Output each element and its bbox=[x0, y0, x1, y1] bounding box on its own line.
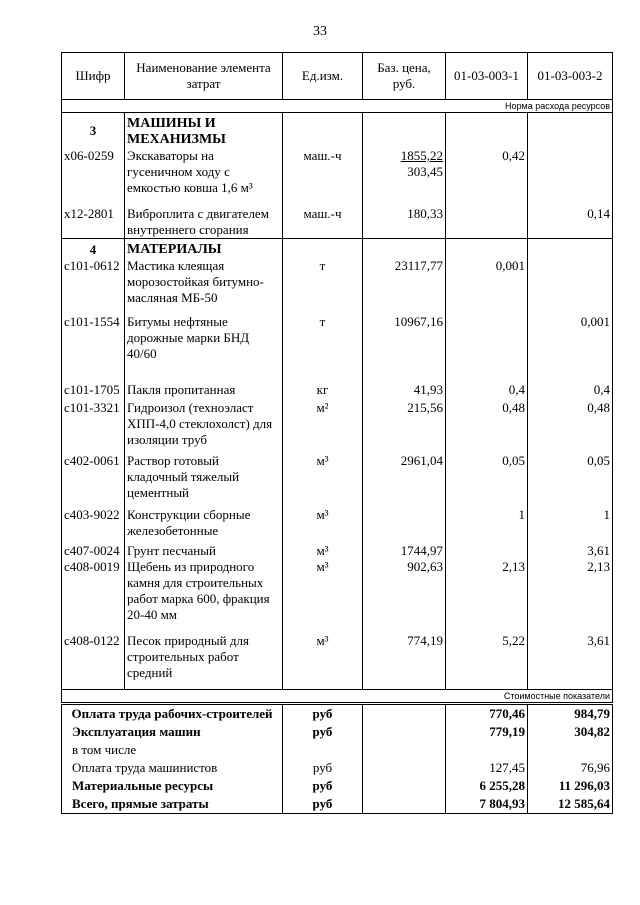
total-v2: 76,96 bbox=[528, 759, 613, 777]
row-price: 41,93 bbox=[363, 382, 446, 398]
table-row bbox=[62, 507, 613, 543]
row-name: Щебень из природного камня для строительных работ марка 600, фракция 20-40 мм bbox=[125, 559, 283, 633]
section-materials bbox=[62, 239, 613, 259]
table-row bbox=[62, 382, 613, 398]
row-unit: м³ bbox=[283, 543, 363, 559]
total-unit: руб bbox=[283, 704, 363, 724]
row-code: с101-3321 bbox=[62, 398, 125, 453]
row-code: с101-1705 bbox=[62, 382, 125, 398]
row-v1 bbox=[446, 196, 528, 239]
header-name: Наименование элемента затрат bbox=[125, 53, 283, 100]
table-row bbox=[62, 148, 613, 196]
row-price: 902,63 bbox=[363, 559, 446, 633]
page-number: 33 bbox=[313, 24, 327, 39]
row-name: Битумы нефтяные дорожные марки БНД 40/60 bbox=[125, 306, 283, 382]
row-v2: 0,14 bbox=[528, 196, 613, 239]
row-unit: м³ bbox=[283, 453, 363, 507]
row-name: Мастика клеящая морозостойкая битумно-масляная МБ-50 bbox=[125, 258, 283, 306]
row-v2 bbox=[528, 258, 613, 306]
row-name: Раствор готовый кладочный тяжелый цементный bbox=[125, 453, 283, 507]
total-v1: 770,46 bbox=[446, 704, 528, 724]
row-name: Пакля пропитанная bbox=[125, 382, 283, 398]
total-row bbox=[62, 741, 613, 759]
total-label: Оплата труда машинистов bbox=[62, 759, 283, 777]
total-v2: 304,82 bbox=[528, 723, 613, 741]
total-label: Эксплуатация машин bbox=[62, 723, 283, 741]
row-code: с101-1554 bbox=[62, 306, 125, 382]
row-code: х12-2801 bbox=[62, 196, 125, 239]
row-code: х06-0259 bbox=[62, 148, 125, 196]
row-name: Экскаваторы на гусеничном ходу с емкостью ковша 1,6 м³ bbox=[125, 148, 283, 196]
row-v2: 0,05 bbox=[528, 453, 613, 507]
row-v2: 0,4 bbox=[528, 382, 613, 398]
table-row bbox=[62, 559, 613, 633]
row-unit: маш.-ч bbox=[283, 196, 363, 239]
total-v1: 7 804,93 bbox=[446, 795, 528, 814]
row-code: с402-0061 bbox=[62, 453, 125, 507]
row-v2: 0,001 bbox=[528, 306, 613, 382]
table-row bbox=[62, 543, 613, 559]
row-price: 1855,22 303,45 bbox=[363, 148, 446, 196]
total-row bbox=[62, 704, 613, 724]
total-row bbox=[62, 777, 613, 795]
band-resources: Норма расхода ресурсов bbox=[62, 100, 613, 113]
header-col1: 01-03-003-1 bbox=[446, 53, 528, 100]
total-label: Материальные ресурсы bbox=[62, 777, 283, 795]
total-label: Всего, прямые затраты bbox=[62, 795, 283, 814]
row-price: 2961,04 bbox=[363, 453, 446, 507]
section-title: МАШИНЫ И МЕХАНИЗМЫ bbox=[125, 113, 283, 149]
total-v1: 127,45 bbox=[446, 759, 528, 777]
total-unit: руб bbox=[283, 777, 363, 795]
header-code: Шифр bbox=[62, 53, 125, 100]
row-code: с403-9022 bbox=[62, 507, 125, 543]
row-price: 774,19 bbox=[363, 633, 446, 690]
row-code: с407-0024 bbox=[62, 543, 125, 559]
table-row bbox=[62, 633, 613, 690]
row-code: с408-0122 bbox=[62, 633, 125, 690]
total-unit: руб bbox=[283, 759, 363, 777]
section-number: 3 bbox=[62, 113, 125, 149]
row-unit: маш.-ч bbox=[283, 148, 363, 196]
row-v2: 3,61 bbox=[528, 633, 613, 690]
row-name: Гидроизол (техноэласт ХПП-4,0 стеклохолст) для изоляции труб bbox=[125, 398, 283, 453]
row-v2: 3,61 bbox=[528, 543, 613, 559]
row-price: 23117,77 bbox=[363, 258, 446, 306]
row-v1: 5,22 bbox=[446, 633, 528, 690]
row-v1: 2,13 bbox=[446, 559, 528, 633]
total-unit: руб bbox=[283, 795, 363, 814]
row-price: 10967,16 bbox=[363, 306, 446, 382]
row-code: с101-0612 bbox=[62, 258, 125, 306]
row-unit: м³ bbox=[283, 507, 363, 543]
resource-table bbox=[61, 52, 613, 814]
row-name: Конструкции сборные железобетонные bbox=[125, 507, 283, 543]
row-unit: м³ bbox=[283, 559, 363, 633]
total-row bbox=[62, 723, 613, 741]
row-code: с408-0019 bbox=[62, 559, 125, 633]
row-name: Грунт песчаный bbox=[125, 543, 283, 559]
total-v2: 12 585,64 bbox=[528, 795, 613, 814]
band-costs: Стоимостные показатели bbox=[62, 690, 613, 704]
row-unit: т bbox=[283, 258, 363, 306]
row-v2: 2,13 bbox=[528, 559, 613, 633]
table-row bbox=[62, 453, 613, 507]
row-v1: 0,4 bbox=[446, 382, 528, 398]
row-v1 bbox=[446, 306, 528, 382]
row-v1: 0,48 bbox=[446, 398, 528, 453]
row-v2 bbox=[528, 148, 613, 196]
row-v1: 0,05 bbox=[446, 453, 528, 507]
row-v2: 0,48 bbox=[528, 398, 613, 453]
section-title: МАТЕРИАЛЫ bbox=[125, 239, 283, 259]
row-v1: 0,42 bbox=[446, 148, 528, 196]
total-label: в том числе bbox=[62, 741, 283, 759]
header-price: Баз. цена, руб. bbox=[363, 53, 446, 100]
section-machines bbox=[62, 113, 613, 149]
total-unit: руб bbox=[283, 723, 363, 741]
row-name: Песок природный для строительных работ средний bbox=[125, 633, 283, 690]
header-col2: 01-03-003-2 bbox=[528, 53, 613, 100]
row-v2: 1 bbox=[528, 507, 613, 543]
row-unit: т bbox=[283, 306, 363, 382]
row-price: 215,56 bbox=[363, 398, 446, 453]
row-price: 180,33 bbox=[363, 196, 446, 239]
row-price: 1744,97 bbox=[363, 543, 446, 559]
row-v1: 1 bbox=[446, 507, 528, 543]
total-row bbox=[62, 759, 613, 777]
section-number: 4 bbox=[62, 239, 125, 259]
row-name: Виброплита с двигателем внутреннего сгорания bbox=[125, 196, 283, 239]
table-row bbox=[62, 398, 613, 453]
total-v2: 984,79 bbox=[528, 704, 613, 724]
total-v2: 11 296,03 bbox=[528, 777, 613, 795]
table-row bbox=[62, 196, 613, 239]
total-row bbox=[62, 795, 613, 814]
header-unit: Ед.изм. bbox=[283, 53, 363, 100]
header-row bbox=[62, 53, 613, 100]
row-v1 bbox=[446, 543, 528, 559]
total-v1: 779,19 bbox=[446, 723, 528, 741]
row-price bbox=[363, 507, 446, 543]
row-v1: 0,001 bbox=[446, 258, 528, 306]
table-row bbox=[62, 258, 613, 306]
row-unit: м³ bbox=[283, 633, 363, 690]
total-label: Оплата труда рабочих-строителей bbox=[62, 704, 283, 724]
table-row bbox=[62, 306, 613, 382]
total-v1: 6 255,28 bbox=[446, 777, 528, 795]
row-unit: м² bbox=[283, 398, 363, 453]
row-unit: кг bbox=[283, 382, 363, 398]
